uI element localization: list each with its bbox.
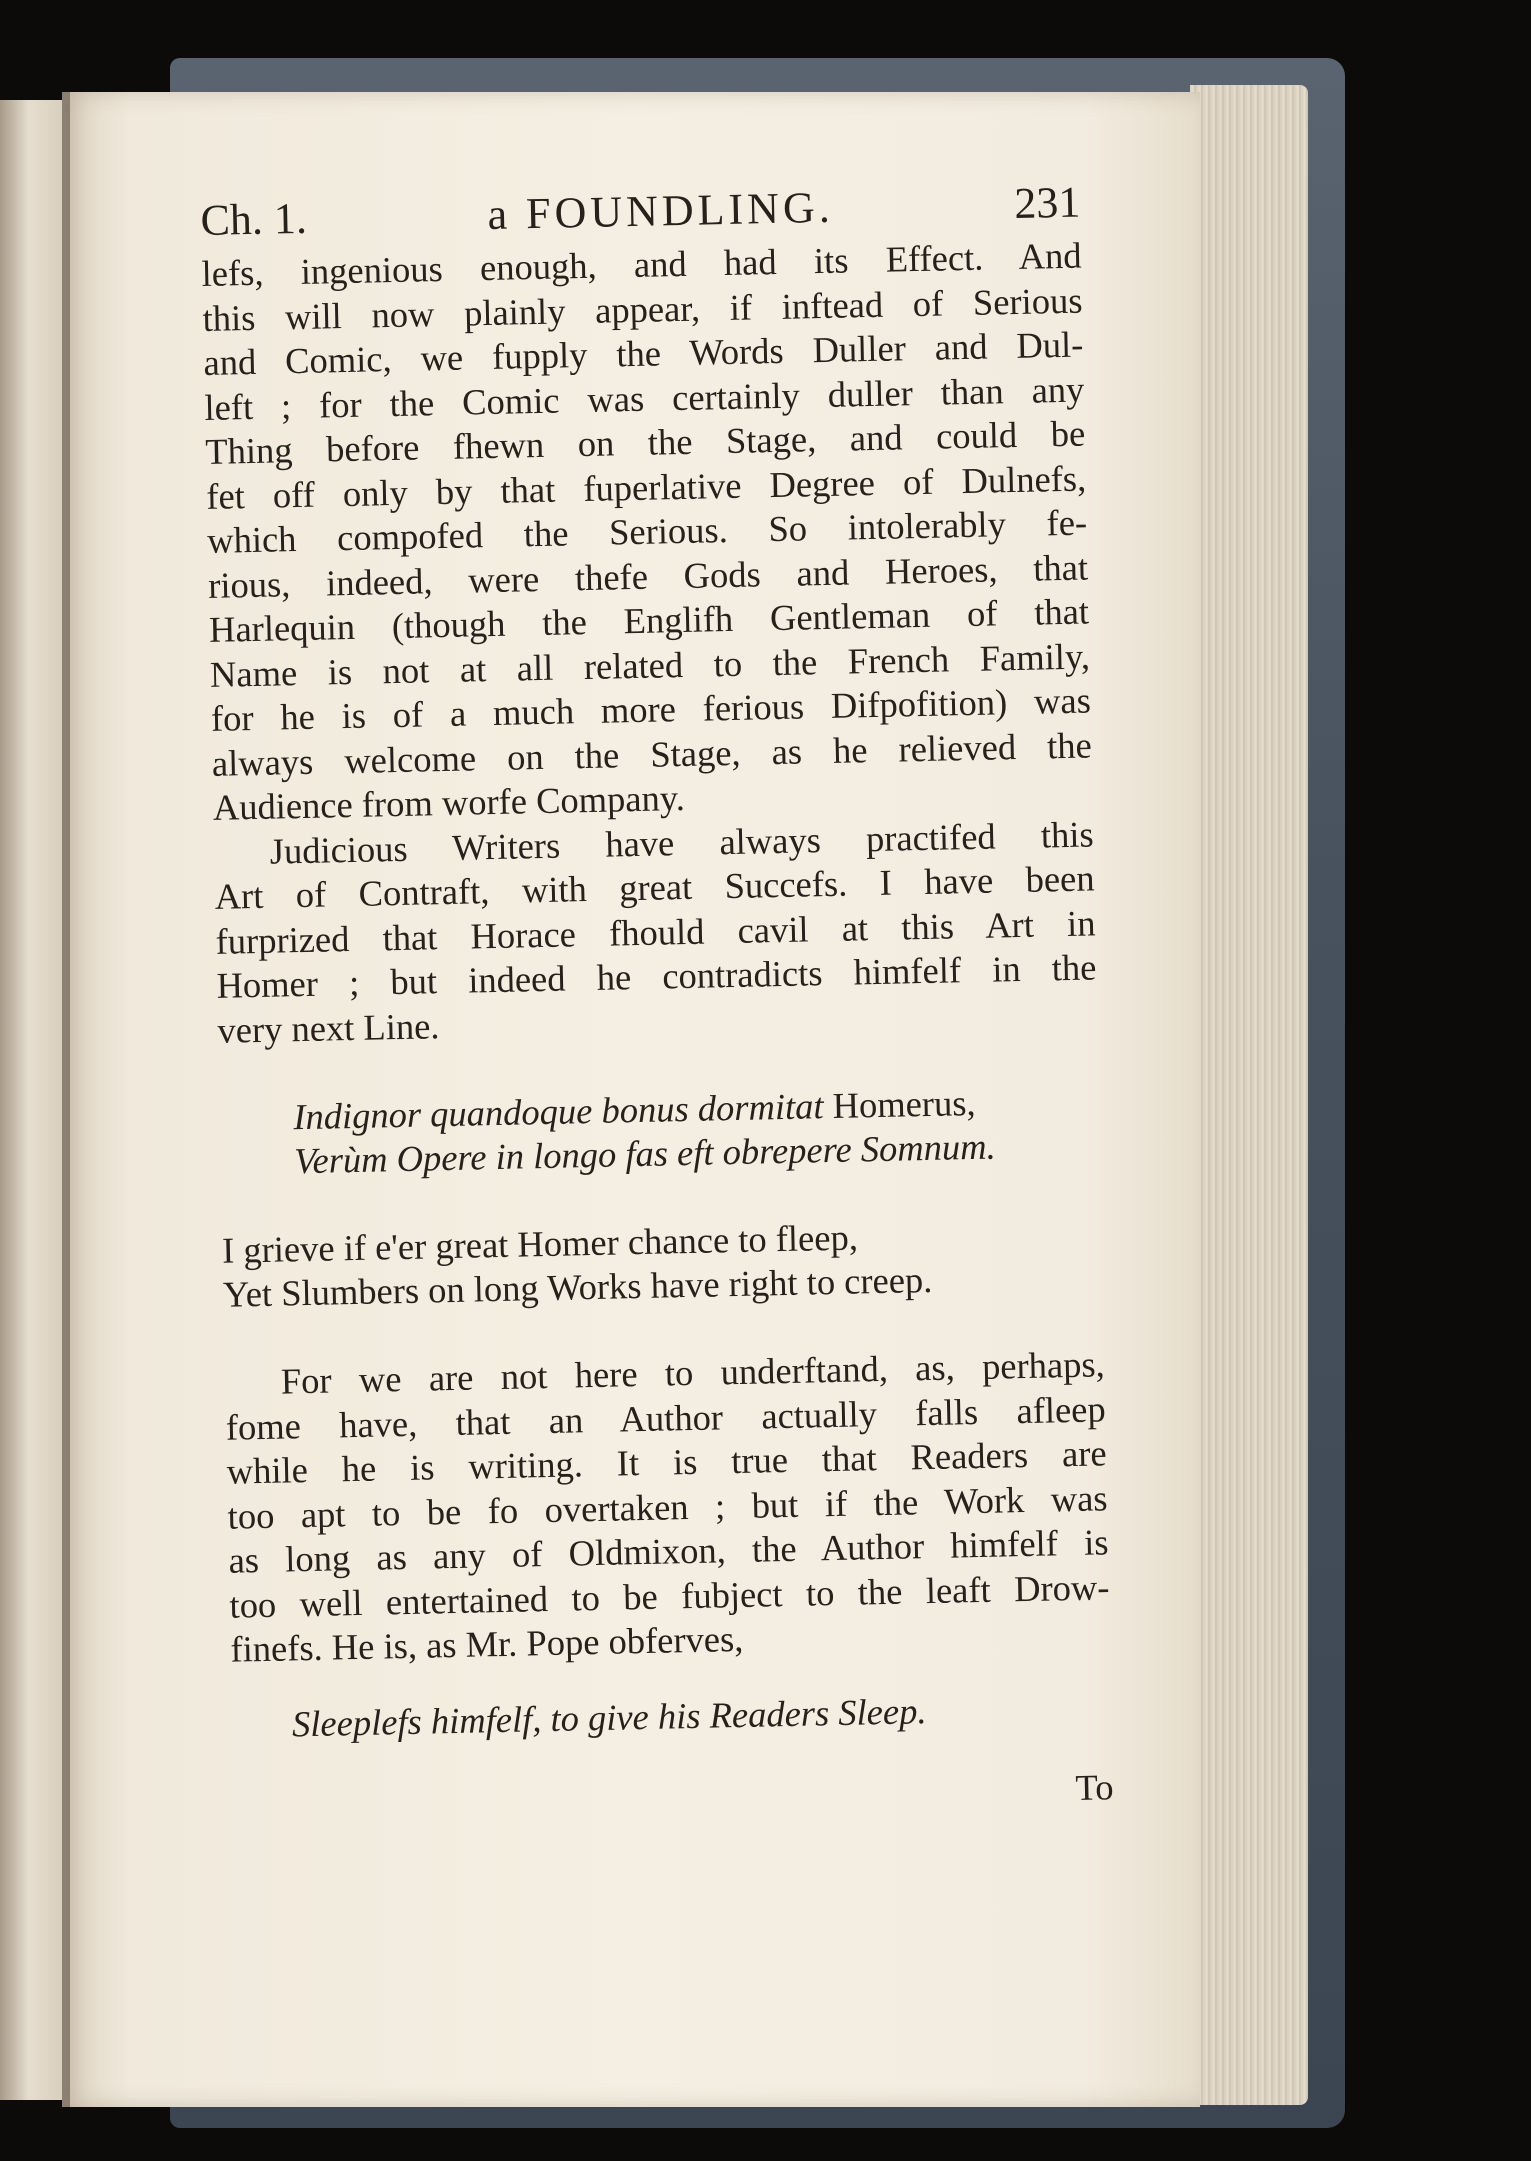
paragraph-2	[213, 812, 1097, 1053]
text-line: For we are not here to underftand, as, perhaps,	[280, 1343, 1106, 1402]
running-title: a FOUNDLING.	[487, 182, 835, 239]
epigraph: Sleeplefs himfelf, to give his Readers Sleep.	[291, 1689, 927, 1744]
text-line: lefs, ingenious enough, and had its Effect. And	[201, 234, 1082, 294]
latin-line-1-roman: Homerus,	[832, 1081, 976, 1126]
paragraph-3	[224, 1342, 1110, 1672]
text-line: always welcome on the Stage, as he relieved the	[211, 723, 1093, 784]
text-line: this will now plainly appear, if inftead of Serious	[202, 279, 1083, 339]
page-number: 231	[1013, 177, 1081, 228]
text-line: Thing before fhewn on the Stage, and could be	[204, 412, 1086, 472]
text-line: furprized that Horace fhould cavil at this Art in	[215, 901, 1096, 962]
latin-line-2: Verùm Opere in longo fas eft obrepere Somnum.	[293, 1125, 997, 1182]
text-line: while he is writing. It is true that Readers are	[226, 1432, 1107, 1492]
page-content	[200, 177, 1114, 1829]
text-line: too well entertained to be fubject to the leaft Drow-	[229, 1565, 1110, 1626]
text-line: as long as any of Oldmixon, the Author himfelf is	[228, 1521, 1109, 1581]
text-line: fome have, that an Author actually falls afleep	[225, 1387, 1107, 1448]
book-gutter	[62, 92, 70, 2107]
text-line: Harlequin (though the Englifh Gentleman of that	[208, 590, 1090, 650]
text-line: Name is not at all related to the French Family,	[209, 634, 1091, 695]
text-line: for he is of a much more ferious Difpofition) was	[210, 679, 1092, 739]
translation-line-2: Yet Slumbers on long Works have right to creep.	[222, 1258, 933, 1315]
latin-quotation	[219, 1078, 1101, 1184]
text-line: fet off only by that fuperlative Degree of Dulnefs,	[205, 457, 1087, 517]
latin-line-1-italic: Indignor quandoque bonus dormitat	[292, 1085, 824, 1138]
text-line: Judicious Writers have always practifed this	[269, 812, 1094, 872]
paragraph-1	[201, 234, 1093, 831]
text-line: and Comic, we fupply the Words Duller and Dul-	[203, 323, 1084, 383]
text-line: Homer ; but indeed he contradicts himfelf in the	[216, 946, 1097, 1006]
text-line: which compofed the Serious. So intolerably fe-	[206, 501, 1088, 561]
text-line: too apt to be fo overtaken ; but if the Work was	[227, 1476, 1108, 1537]
text-line: finefs. He is, as Mr. Pope obferves,	[230, 1617, 744, 1670]
catchword: To	[1075, 1765, 1114, 1808]
translation-line-1: I grieve if e'er great Homer chance to fleep,	[221, 1216, 859, 1271]
text-line: left ; for the Comic was certainly duller than any	[204, 368, 1085, 428]
text-line: Audience from worfe Company.	[212, 776, 686, 828]
text-line: rious, indeed, were thefe Gods and Heroes, that	[207, 545, 1089, 606]
page-fore-edge	[1190, 85, 1308, 2105]
chapter-label: Ch. 1.	[200, 193, 308, 245]
text-line: Art of Contraft, with great Succefs. I have been	[214, 857, 1095, 917]
text-line: very next Line.	[217, 1004, 440, 1051]
